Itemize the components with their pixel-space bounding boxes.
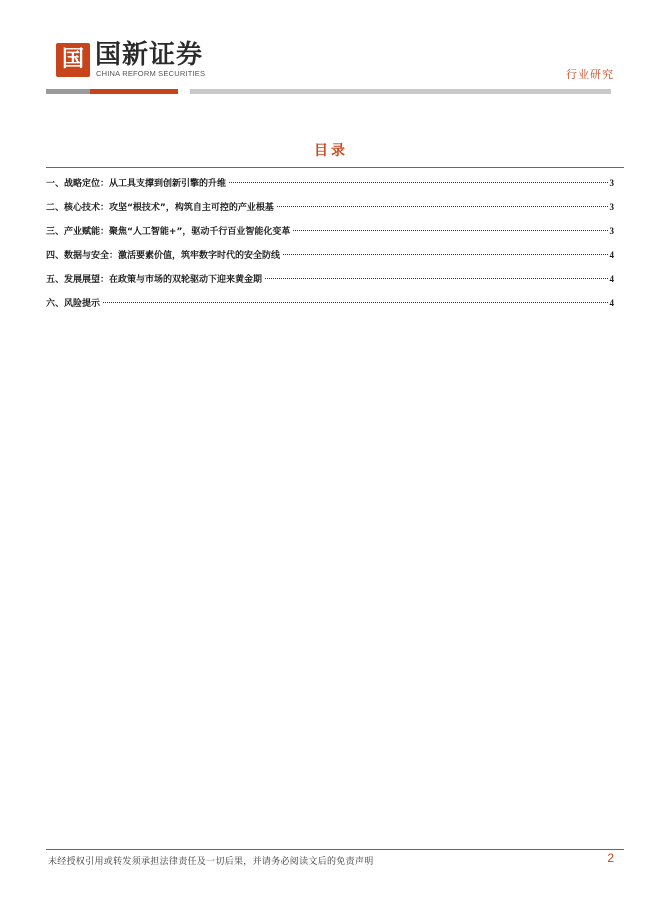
toc-entry[interactable] bbox=[46, 296, 614, 320]
toc-entry-page[interactable]: 4 bbox=[609, 250, 614, 260]
header-band-gray-left bbox=[46, 89, 90, 94]
toc-entry[interactable] bbox=[46, 248, 614, 272]
toc-entry[interactable] bbox=[46, 224, 614, 248]
header-band-red bbox=[90, 89, 178, 94]
toc-entry-page[interactable]: 3 bbox=[609, 226, 614, 236]
table-of-contents bbox=[46, 176, 614, 320]
logo-mark-glyph: 国 bbox=[61, 47, 84, 72]
toc-entry-page[interactable]: 4 bbox=[609, 274, 614, 284]
page-number: 2 bbox=[607, 851, 614, 865]
toc-divider bbox=[46, 167, 624, 168]
report-category: 行业研究 bbox=[566, 68, 614, 81]
toc-title: 目录 bbox=[314, 143, 348, 159]
header-band-gray-right bbox=[190, 89, 611, 94]
toc-entry-label[interactable]: 六、风险提示 bbox=[46, 299, 101, 309]
company-name-en: CHINA REFORM SECURITIES bbox=[96, 69, 206, 78]
toc-leader-dots bbox=[277, 206, 608, 207]
toc-leader-dots bbox=[283, 254, 607, 255]
toc-leader-dots bbox=[293, 230, 607, 231]
toc-entry-page[interactable]: 4 bbox=[609, 298, 614, 308]
toc-leader-dots bbox=[103, 302, 607, 303]
toc-entry-page[interactable]: 3 bbox=[609, 202, 614, 212]
toc-entry-label[interactable]: 五、发展展望：在政策与市场的双轮驱动下迎来黄金期 bbox=[46, 275, 263, 285]
footer-divider bbox=[46, 849, 624, 850]
toc-leader-dots bbox=[265, 278, 607, 279]
toc-entry-label[interactable]: 三、产业赋能：聚焦“人工智能+”，驱动千行百业智能化变革 bbox=[46, 227, 291, 237]
company-logo-icon bbox=[56, 43, 90, 77]
company-name-cn: 国新证券 bbox=[95, 40, 204, 70]
toc-entry[interactable] bbox=[46, 200, 614, 224]
toc-entry-label[interactable]: 四、数据与安全：激活要素价值，筑牢数字时代的安全防线 bbox=[46, 251, 281, 261]
toc-entry-label[interactable]: 一、战略定位：从工具支撑到创新引擎的升维 bbox=[46, 179, 227, 189]
toc-entry[interactable] bbox=[46, 272, 614, 296]
toc-leader-dots bbox=[229, 182, 607, 183]
toc-entry-page[interactable]: 3 bbox=[609, 178, 614, 188]
footer-disclaimer: 未经授权引用或转发须承担法律责任及一切后果，并请务必阅读文后的免责声明 bbox=[48, 857, 374, 867]
toc-entry-label[interactable]: 二、核心技术：攻坚“根技术”，构筑自主可控的产业根基 bbox=[46, 203, 274, 213]
toc-entry[interactable] bbox=[46, 176, 614, 200]
